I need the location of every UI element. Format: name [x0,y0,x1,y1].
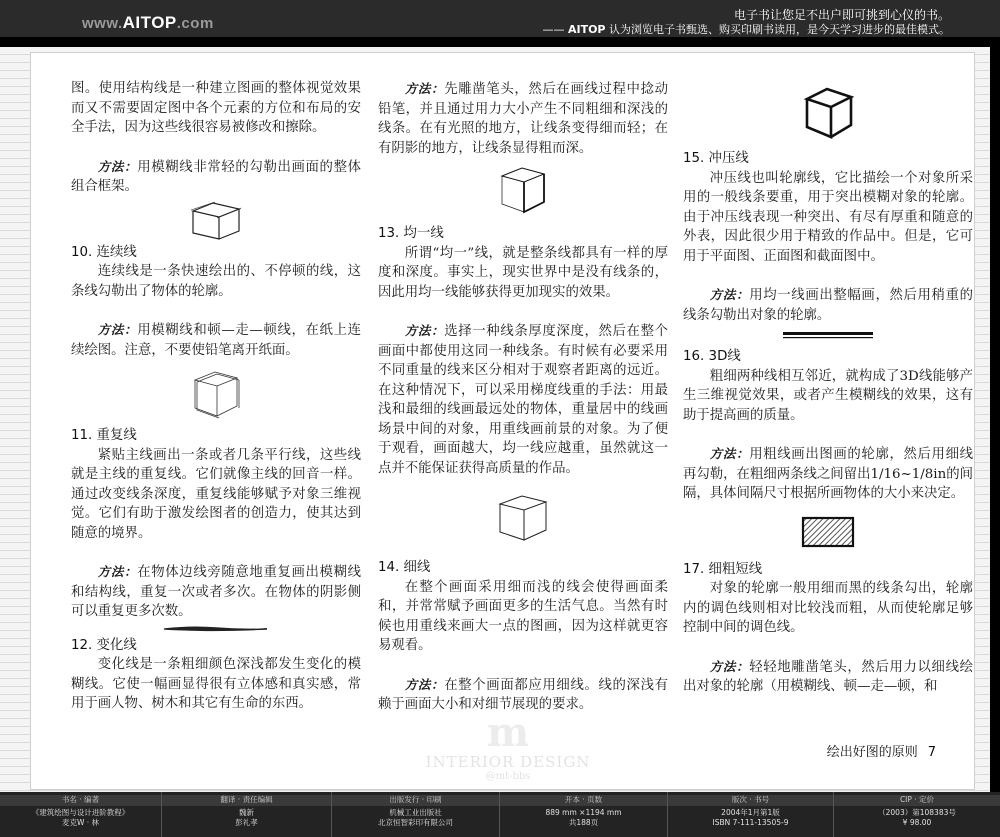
method-label: 方法： [709,658,750,674]
site-brand[interactable]: www.AITOP.com [82,13,214,32]
watermark-logo: m [486,709,530,756]
info-cell-edition: 版次 · 书号 2004年1月第1版 ISBN 7-111-13505-9 [668,792,834,837]
book-info-bar [0,792,1000,837]
method-label: 方法： [404,323,445,338]
paragraph: 对象的轮廓一般用细而黑的线条勾出，轮廓内的调色线则相对比较浅而粗，从而使轮廓足够控制中间的调色线。 [683,581,973,635]
method-paragraph: 方法：用模糊线和顿—走—顿线，在纸上连续绘图。注意，不要使铅笔离开纸面。 [71,322,361,358]
book-page [30,52,975,790]
info-cell-title: 书名 · 编著 《建筑绘图与设计进阶教程》 麦克W · 林 [0,792,162,837]
banner-tagline: —— AITOP 认为浏览电子书甄选、购买印刷书读用，是今天学习进步的最佳模式。 [542,23,950,36]
info-cell-format: 开本 · 页数 889 mm ×1194 mm 共188页 [500,792,668,837]
paragraph: 粗细两种线相互邻近，就构成了3D线能够产生三维视觉效果，或者产生模糊线的效果，这有助于提高画的质量。 [683,368,973,423]
method-label: 方法： [404,676,445,692]
method-paragraph: 方法：先雕凿笔头，然后在画线过程中捻动铅笔，并且通过用力大小产生不同粗细和深浅的线条。在有光照的地方，让线条变得细而轻；在有阴影的地方，让线条显得粗而深。 [378,81,668,156]
method-paragraph: 方法：在整个画面都应用细线。线的深浅有赖于画面大小和对细节展现的要求。 [378,676,668,712]
method-paragraph: 方法：轻轻地雕凿笔头，然后用力以细线绘出对象的轮廓（用模糊线、顿—走—顿，和 [683,658,973,694]
method-paragraph: 方法：选择一种线条厚度深度，然后在整个画面中都使用这同一种线条。有时候有必要采用不同重量的线来区分相对于观察者距离的远近。在这种情况下，可以采用梯度线重的手法：用最浅和最细的线画最远处的物体，重量居中的线画场景中间的对象，用重线画前景的对象。为了便于观看，画面越大，均一线应越重，虽然就这一点并不能保证获得高质量的作品。 [378,323,668,476]
section-heading-13: 13. 均一线 [378,226,444,241]
paragraph: 变化线是一条粗细颜色深浅都发生变化的模糊线。它使一幅画显得很有立体感和真实感，常用于画人物、树木和其它有生命的东西。 [71,657,361,711]
text-column-2 [378,79,668,715]
3d-line-sample [773,325,883,347]
cube-sketch-shaded [488,158,558,224]
method-label: 方法： [97,564,138,579]
section-heading-16: 16. 3D线 [683,349,741,364]
section-heading-14: 14. 细线 [378,560,431,575]
paragraph: 在整个画面采用细而浅的线会使得画面柔和，并常常赋予画面更多的生活气息。当然有时候也用重线来画大一点的图画，因为这样就更容易观看。 [378,579,668,653]
paragraph: 所谓“均一”线，就是整条线都具有一样的厚度和深度。事实上，现实世界中是没有线条的，因此用均一线能够获得更加现实的效果。 [378,245,668,300]
method-label: 方法： [709,446,750,461]
cube-sketch-structure [181,197,251,243]
cube-sketch-repeated [181,360,251,426]
method-paragraph: 方法：在物体边线旁随意地重复画出模糊线和结构线，重复一次或者多次。在物体的阴影侧可以重复更多次数。 [71,564,361,619]
footer-title: 绘出好图的原则 [826,745,918,760]
page-number: 7 [927,745,936,760]
method-label: 方法： [404,81,445,96]
section-heading-10: 10. 连续线 [71,244,137,260]
method-label: 方法： [97,158,138,174]
cube-sketch-bold-outline [793,79,863,149]
hatched-rectangle-sample [793,514,863,550]
paragraph: 紧贴主线画出一条或者几条平行线，这些线就是主线的重复线。它们就像主线的回音一样。通过改变线条深度，重复线能够赋予对象三维视觉。它们有助于激发绘图者的创造力，使其达到随意的境界。 [71,447,361,541]
watermark-title: INTERIOR DESIGN [425,753,591,771]
method-paragraph: 方法：用模糊线非常轻的勾勒出画面的整体组合框架。 [71,158,361,194]
paragraph: 冲压线也叫轮廓线，它比描绘一个对象所采用的一般线条要重，用于突出模糊对象的轮廓。由于冲压线表现一种突出、有尽有厚重和随意的外表，因此很少用于精致的作品中。但是，它可用于平面图、正面图和截面图中。 [683,170,973,264]
paragraph: 图。使用结构线是一种建立图画的整体视觉效果而又不需要固定图中各个元素的方位和布局的安全手法，因为这些线很容易被修改和擦除。 [71,81,361,135]
banner-slogan: 电子书让您足不出户即可挑到心仪的书。 [733,8,950,22]
text-column-1 [71,79,361,714]
section-heading-17: 17. 细粗短线 [683,561,763,577]
section-heading-11: 11. 重复线 [71,428,137,443]
black-divider [0,37,1000,47]
method-paragraph: 方法：用均一线画出整幅画，然后用稍重的线条勾勒出对象的轮廓。 [683,287,973,323]
section-heading-15: 15. 冲压线 [683,151,749,166]
page-footer [817,741,936,760]
text-column-3 [683,79,973,697]
method-paragraph: 方法：用粗线画出图画的轮廓，然后用细线再勾勒，在粗细两条线之间留出1/16~1/8in的间隔，具体间隔尺寸根据所画物体的大小来决定。 [683,446,973,501]
right-edge-bar [990,37,1000,797]
info-cell-translator: 翻译 · 责任编辑 魏新 彭礼孝 [162,792,332,837]
method-label: 方法： [709,287,750,302]
info-cell-publisher: 出版发行 · 印刷 机械工业出版社 北京恒智彩印有限公司 [332,792,500,837]
paragraph: 连续线是一条快速绘出的、不停顿的线，这条线勾勒出了物体的轮廓。 [71,264,361,299]
varied-line-sample [161,622,271,636]
watermark-handle: @mt-bbs [485,771,531,782]
section-heading-12: 12. 变化线 [71,637,137,653]
watermark [413,709,603,782]
info-cell-price: CIP · 定价 （2003）第108383号 ¥ 98.00 [834,792,1000,837]
top-banner [0,0,1000,37]
cube-sketch-uniform [488,478,558,558]
method-label: 方法： [97,322,138,337]
